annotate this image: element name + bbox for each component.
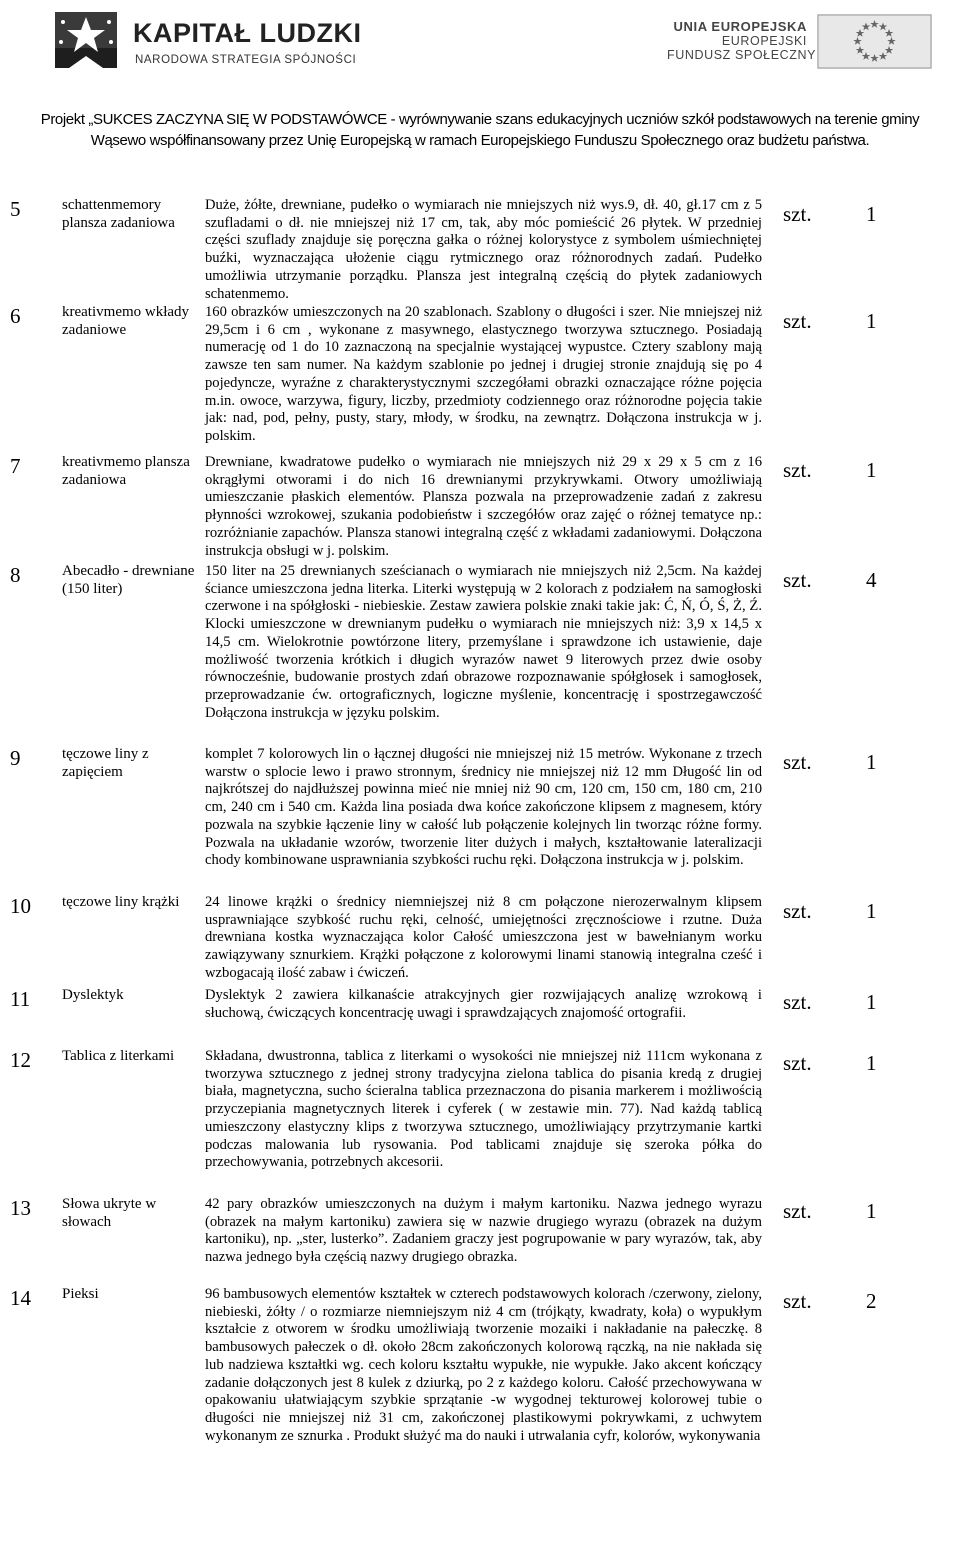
item-number: 13 — [10, 1196, 31, 1220]
item-quantity: 1 — [866, 1199, 877, 1223]
item-name: schattenmemory plansza zadaniowa — [62, 197, 175, 231]
eu-logo-line2: EUROPEJSKI — [721, 34, 807, 48]
item-name: Pieksi — [62, 1286, 99, 1302]
item-unit: szt. — [783, 750, 812, 774]
item-unit: szt. — [783, 990, 812, 1014]
item-name: Dyslektyk — [62, 987, 124, 1003]
item-name: kreativmemo plansza zadaniowa — [62, 454, 190, 488]
item-quantity: 1 — [866, 899, 877, 923]
item-number: 12 — [10, 1048, 31, 1072]
item-description: Drewniane, kwadratowe pudełko o wymiarach nie mniejszych niż 29 x 29 x 5 cm z 16 okrągłymi otworami i do nich 16 drewnianymi przykrywkami. Otwory umożliwiają umieszczanie płaskich elementów. Plansza pozwala na przeprowadzenie zadań z zakresu płynności wzrokowej, szukania podobieństw i szczegółów oraz zajęć o różnej tematyce np.: rozróżnianie zapachów. Plansza stanowi integralną część z wkładami zadaniowymi. Dołączona instrukcja obsługi w j. polskim. — [205, 454, 762, 559]
project-line-2: Wąsewo współfinansowany przez Unię Europejską w ramach Europejskiego Funduszu Społecznego oraz budżetu państwa. — [90, 132, 870, 149]
item-number: 5 — [10, 197, 21, 221]
item-quantity: 1 — [866, 750, 877, 774]
eu-logo-text — [667, 19, 817, 62]
item-description: Duże, żółte, drewniane, pudełko o wymiarach nie mniejszych niż wys.9, dł. 40, gł.17 cm z 5 szufladami o dł. nie mniejszej niż 17 cm, tak, aby móc pomieścić 26 płytek. W przedniej części szuflady znajduje się poręczna gałka o różnej kolorystyce z symbolem uśmiechniętej buźki, wyznaczająca ułożenie ciągu rytmicznego oraz różnorodnych zadań. Pudełko umożliwia utrzymanie porządku. Plansza jest integralną częścią do płytek zadaniowych schatenmemo. — [205, 197, 762, 302]
project-line-1: Projekt „SUKCES ZACZYNA SIĘ W PODSTAWÓWCE - wyrównywanie szans edukacyjnych uczniów szkół podstawowych na terenie gminy — [40, 111, 920, 128]
kapital-ludzki-title: KAPITAŁ LUDZKI — [133, 18, 362, 48]
item-description: komplet 7 kolorowych lin o łącznej długości nie mniejszej niż 15 metrów. Wykonane z trzech warstw o splocie lewo i prawo stronnym, średnicy nie mniejszej niż 12 mm Długość lin od najkrótszej do najdłuższej powinna mieć nie mniej niż 90 cm, 120 cm, 150 cm, 180 cm, 210 cm, 240 cm i 540 cm. Każda lina posiada dwa końce zakończone klipsem z magnesem, który pozwala na szybkie łączenie liny w całość lub połączenie kolejnych lin tworząc różne formy. Pozwala na układanie wzorów, tworzenie liter dużych i małych, kształtowanie lateralizacji chody kombinowane usprawniania szybkości ruchu ręki. Dołączona instrukcja w j. polskim. — [205, 746, 762, 869]
item-description: 24 linowe krążki o średnicy niemniejszej niż 8 cm połączone nierozerwalnym klipsem usprawniające szybkość ruchu ręki, celność, umiejętności zręcznościowe i rzutne. Duża drewniana kostka wyznaczająca kolor Całość umieszczona jest w bawełnianym worku zawiązywany sznurkiem. Krążki połączone z kolorowymi linami stanowią integralna cześć i wzbogacają ilość zabaw i ćwiczeń. — [205, 894, 762, 981]
item-number: 6 — [10, 304, 21, 328]
item-quantity: 1 — [866, 309, 877, 333]
item-number: 7 — [10, 454, 21, 478]
eu-flag-icon — [817, 14, 932, 69]
item-name: tęczowe liny krążki — [62, 894, 180, 910]
kapital-ludzki-subtitle: NARODOWA STRATEGIA SPÓJNOŚCI — [135, 54, 357, 66]
item-name: kreativmemo wkłady zadaniowe — [62, 304, 190, 338]
item-unit: szt. — [783, 568, 812, 592]
item-unit: szt. — [783, 1289, 812, 1313]
item-unit: szt. — [783, 202, 812, 226]
item-name: tęczowe liny z zapięciem — [62, 746, 149, 780]
item-description: 42 pary obrazków umieszczonych na dużym i małym kartoniku. Nazwa jednego wyrazu (obrazek na małym kartoniku) zawiera się w nazwie drugiego wyrazu (obrazek na dużym kartoniku), np. „ster, lusterko”. Zadaniem graczy jest pogrupowanie w pary wyrazów, tak, aby nazwa jednego była częścią nazwy drugiego obrazka. — [205, 1196, 762, 1266]
item-quantity: 4 — [866, 568, 877, 592]
eu-logo-line1: UNIA EUROPEJSKA — [673, 19, 807, 34]
item-number: 11 — [10, 987, 31, 1011]
item-number: 8 — [10, 563, 21, 587]
kapital-ludzki-star-icon — [55, 12, 117, 68]
item-quantity: 1 — [866, 990, 877, 1014]
page-header — [0, 0, 960, 160]
item-number: 10 — [10, 894, 31, 918]
item-quantity: 1 — [866, 1051, 877, 1075]
item-name: Abecadło - drewniane (150 liter) — [62, 563, 195, 597]
item-unit: szt. — [783, 1051, 812, 1075]
item-number: 14 — [10, 1286, 31, 1310]
item-description: Składana, dwustronna, tablica z literkami o wysokości nie mniejszej niż 111cm wykonana z tworzywa sztucznego z jednej strony tradycyjna zielona tablica do pisania kredą z drugiej biała, magnetyczna, sucho ścieralna tablica przeznaczona do pisania markerem i możliwością przyczepiania magnetycznych literek i cyferek ( w zestawie min. 77). Nad każdą tablicą umieszczony elastyczny klips z tworzywa sztucznego, umożliwiający przytrzymanie kartki podczas malowania lub rysowania. Pod tablicami znajduje się szeroka półka do przechowywania, potrzebnych akcesorii. — [205, 1048, 762, 1171]
item-unit: szt. — [783, 1199, 812, 1223]
item-quantity: 1 — [866, 202, 877, 226]
eu-logo — [667, 14, 937, 70]
item-description: Dyslektyk 2 zawiera kilkanaście atrakcyjnych gier rozwijających analizę wzrokową i słuchową, ćwiczących koncentrację uwagi i sprawdzających znajomość ortografii. — [205, 987, 762, 1021]
item-quantity: 1 — [866, 458, 877, 482]
item-description: 160 obrazków umieszczonych na 20 szablonach. Szablony o długości i szer. Nie mniejszej niż 29,5cm i 6 cm , wykonane z masywnego, elastycznego tworzywa sztucznego. Posiadają numerację od 1 do 10 zaznaczoną na specjalnie wystającej wypustce. Cztery szablony mają zawsze ten sam numer. Na każdym szablonie po jednej i drugiej stronie znajdują się po 4 pojedyncze, wyraźne z charakterystycznymi szczegółami obrazki oznaczające różne pojęcia m.in. owoce, warzywa, figury, liczby, przedmioty codziennego oraz różnorodne pojęcia takie jak: nad, pod, pełny, pusty, stary, młody, w środku, na zewnątrz. Dołączona instrukcja w j. polskim. — [205, 304, 762, 444]
item-name: Tablica z literkami — [62, 1048, 175, 1064]
item-name: Słowa ukryte w słowach — [62, 1196, 157, 1230]
project-statement — [0, 109, 960, 151]
item-number: 9 — [10, 746, 21, 770]
item-unit: szt. — [783, 458, 812, 482]
item-unit: szt. — [783, 309, 812, 333]
kapital-ludzki-logo — [55, 12, 375, 70]
item-description: 96 bambusowych elementów kształtek w czterech podstawowych kolorach /czerwony, zielony, niebieski, żółty / o rozmiarze niemniejszym niż 4 cm (trójkąty, kwadraty, koła) o wypukłym kształcie z otworem w środku umożliwiają tworzenie mozaiki i nakładanie na pałeczkę. 8 bambusowych pałeczek o dł. około 28cm zakończonych kolorową rączką, na nie nakłada się lub nadziewa kształtki wg. cech koloru kształtu wypukłe, nie wypukłe. Jako akcent kończący zadanie dołączonych jest 8 kulek z dziurką, po 2 z każdego koloru. Całość przechowywana w opakowaniu ułatwiającym szybkie sprzątanie -w wygodnej tekturowej kolorowej tubie o długości nie mniejszej niż 31 cm, zakończonej plastikowymi pokrywkami, z uchwytem wykonanym ze sznurka . Produkt służyć ma do nauki i utrwalania cyfr, kolorów, wykonywania — [205, 1286, 762, 1444]
eu-logo-line3: FUNDUSZ SPOŁECZNY — [667, 48, 817, 62]
item-quantity: 2 — [866, 1289, 877, 1313]
item-unit: szt. — [783, 899, 812, 923]
item-description: 150 liter na 25 drewnianych sześcianach o wymiarach nie mniejszych niż 2,5cm. Na każdej ściance umieszczona jedna literka. Literki występują w 2 kolorach z podziałem na samogłoski czerwone i na spółgłoski - niebieskie. Zestaw zawiera polskie znaki takie jak: Ć, Ń, Ó, Ś, Ż, Ź. Klocki umieszczone w drewnianym pudełku o wymiarach nie mniejszych niż: 3,9 x 14,5 x 14,5 cm. Wielokrotnie powtórzone litery, przemyślane i sprawdzone ich ustawienie, daje możliwość tworzenia krótkich i długich wyrazów nawet 9 literowych przez dwie osoby równocześnie, budowanie prostych zdań obrazowe rozpoznawanie spółgłosek i samogłosek, przeprowadzanie ćw. ortograficznych, logiczne myślenie, koncentrację i spostrzegawczość Dołączona instrukcja w języku polskim. — [205, 563, 762, 721]
